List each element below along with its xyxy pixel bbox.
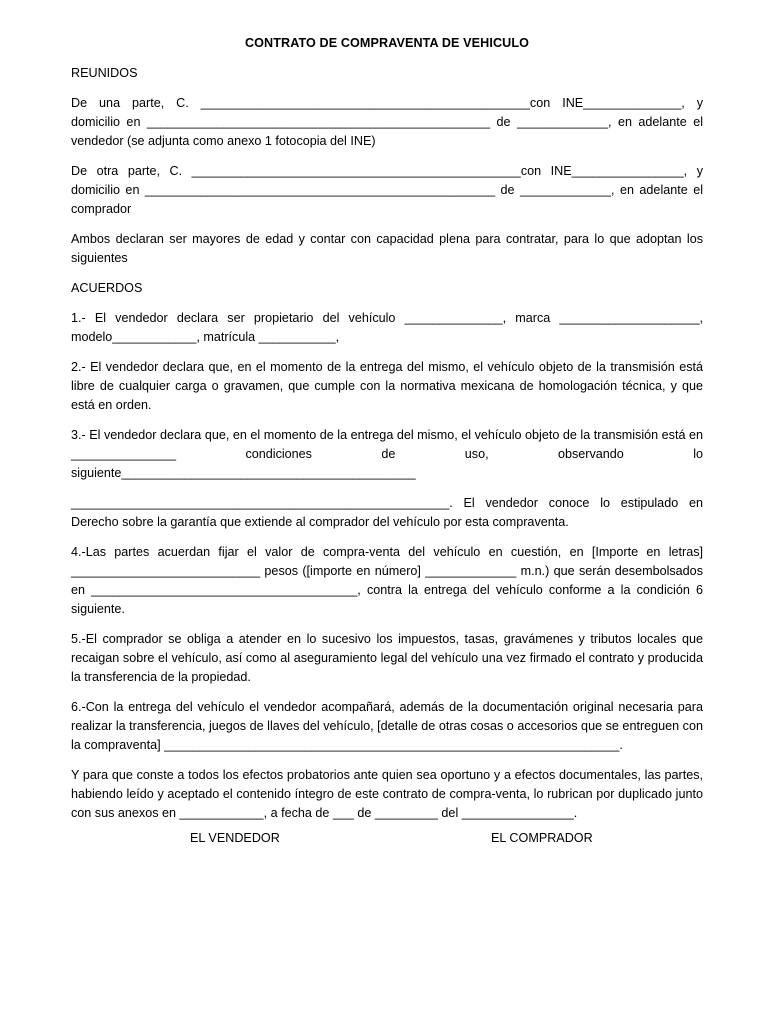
section-heading-acuerdos: ACUERDOS (71, 281, 143, 295)
clause-2: 2.- El vendedor declara que, en el momento de la entrega del mismo, el vehículo objeto de la transmisión está libre de cualquier carga o gravamen, que cumple con la normativa mexicana de homologación técnica, y que está en orden. (71, 360, 703, 412)
closing-paragraph: Y para que conste a todos los efectos probatorios ante quien sea oportuno y a efectos documentales, las partes, habiendo leído y aceptado el contenido íntegro de este contrato de compra-venta, lo rubrican por duplicado junto con sus anexos en ____________, a fecha de ___ de _________ del ________________. (71, 768, 703, 820)
document-title: CONTRATO DE COMPRAVENTA DE VEHICULO (244, 36, 530, 50)
signature-label-buyer: EL COMPRADOR (491, 831, 593, 845)
clause-5: 5.-El comprador se obliga a atender en lo sucesivo los impuestos, tasas, gravámenes y tributos locales que recaigan sobre el vehículo, así como al aseguramiento legal del vehículo una vez firmado el contrato y producida la transferencia de la propiedad. (71, 632, 703, 684)
signature-label-seller: EL VENDEDOR (190, 831, 280, 845)
clause-3-part-a: 3.- El vendedor declara que, en el momento de la entrega del mismo, el vehículo objeto de la transmisión está en _______________ condiciones de uso, observando lo siguiente__________________________________________ (71, 428, 703, 480)
paragraph-declaration: Ambos declaran ser mayores de edad y contar con capacidad plena para contratar, para lo que adoptan los siguientes (71, 232, 703, 265)
clause-1: 1.- El vendedor declara ser propietario del vehículo ______________, marca ____________________, modelo____________, matrícula ___________, (71, 311, 703, 344)
clause-4: 4.-Las partes acuerdan fijar el valor de compra-venta del vehículo en cuestión, en [Importe en letras] ___________________________ pesos ([importe en número] _____________ m.n.) que serán desembolsados en ______________________________________, contra la entrega del vehículo conforme a la condición 6 siguiente. (71, 545, 703, 616)
clause-6: 6.-Con la entrega del vehículo el vendedor acompañará, además de la documentación original necesaria para realizar la transferencia, juegos de llaves del vehículo, [detalle de otras cosas o accesorios que se entreguen con la compraventa] _________________________________________________________________. (71, 700, 703, 752)
clause-3-part-b: ______________________________________________________. El vendedor conoce lo estipulado en Derecho sobre la garantía que extiende al comprador del vehículo por esta compraventa. (71, 496, 703, 529)
paragraph-buyer-party: De otra parte, C. _______________________________________________con INE________________, y domicilio en __________________________________________________ de _____________, en adelante el comprador (71, 164, 703, 216)
contract-document (71, 34, 703, 834)
section-heading-reunidos: REUNIDOS (71, 66, 138, 80)
paragraph-seller-party: De una parte, C. _______________________________________________con INE______________, y domicilio en _________________________________________________ de _____________, en adelante el vendedor (se adjunta como anexo 1 fotocopia del INE) (71, 96, 703, 148)
